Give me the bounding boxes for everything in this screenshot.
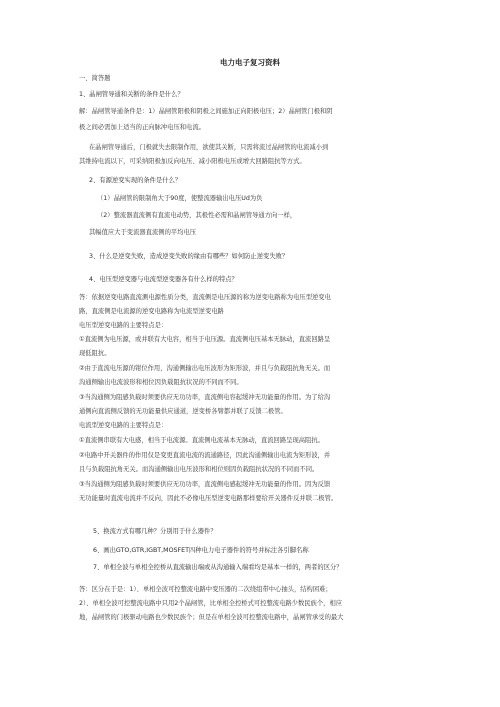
question-3: 3、什么是逆变失败，造成逆变失败的缘由有哪些？如何防止逆变失败？ [89,253,289,260]
answer-1-line-3: 在晶闸管导通后，门极就失去限制作用，欲使其关断，只需将流过晶闸管的电流减小到 [89,144,329,151]
answer-1-line-1: 解：晶闸管导通条件是：1）晶闸管阳极和阴极之间施加正向阳极电压；2）晶闸管门极和阴 [79,108,333,115]
answer-1-line-2: 极之间必需加上适当的正向脉冲电压和电流。 [79,124,205,131]
answer-4-line-15: 无功能量时直流电流并不反向，因此不必像电压型逆变电路那样要给开关器件反并联二极管。 [79,495,338,502]
answer-7-line-3: 地，晶闸管的门极驱动电路也少数民族个；但是在单相全波可控整流电路中，晶闸管承受的最大 [79,614,344,621]
section-heading: 一、简答题 [79,75,111,82]
answer-7-line-1: 答：区分在于是：1）、单相全波可控整流电路中变压器的二次绕组带中心抽头，结构困难； [79,586,332,593]
question-2: 2、有源逆变实现的条件是什么？ [89,177,182,184]
answer-4-line-2: 路，直流侧是电流源的逆变电路称为电流型逆变电路 [79,308,224,315]
answer-4-line-7: 沟通侧输出电流波形和相位因负载阻抗状况的不同而不同。 [79,379,243,386]
answer-4-line-13: 且与负载阻抗角无关。而沟通侧输出电压波形和相位则因负载阻抗状况的不同而不同。 [79,466,319,473]
answer-4-line-10: 电流型逆变电路的主要特点是： [79,422,168,429]
answer-2-line-3: 其幅值应大于变流器直流侧的平均电压 [89,229,197,236]
answer-2-line-1: （1）晶闸管的限制角大于90度，使整流器输出电压Ud为负 [97,195,263,202]
question-7: 7、单相全波与单相全控桥从直流输出端或从沟通输入端看均是基本一样的，两者的区分？ [93,564,343,571]
answer-4-line-3: 电压型逆变电路的主要特点是： [79,322,168,329]
answer-4-line-12: ②电路中开关器件的作用仅是变更直流电流的流通路径，因此沟通侧输出电流为矩形波，并 [79,452,331,459]
answer-4-line-5: 现低阻抗。 [79,350,111,357]
answer-2-line-2: （2）整流器直流侧有直流电动势，其极性必需和晶闸管导通方向一样， [97,212,297,219]
question-5: 5、换流方式有哪几种？分别用于什么器件？ [93,528,217,535]
question-1: 1、晶闸管导通和关断的条件是什么？ [79,91,184,98]
answer-4-line-6: ②由于直流电压源的钳位作用，沟通侧输出电压波形为矩形波，并且与负载阻抗角无关。而 [79,365,331,372]
answer-4-line-14: ③当沟通侧为阻感负载时须要供应无功功率，直流侧电感起缓冲无功能量的作用。因为反馈 [79,481,331,488]
answer-4-line-9: 通侧向直流侧反馈的无功能量供应通道，逆变桥各臂都并联了反馈二极管。 [79,408,287,415]
answer-7-line-2: 2）、单相全波可控整流电路中只用2个晶闸管，比单相全控桥式可控整流电路少数民族个，相应 [79,600,343,607]
answer-4-line-4: ①直流侧为电压源，或并联有大电容，相当于电压源。直流侧电压基本无脉动，直流回路呈 [79,336,331,343]
answer-1-line-4: 其维持电流以下，可采纳阳极加反向电压、减小阳极电压或增大回路阻抗等方式。 [79,158,306,165]
question-4: 4、电压型逆变器与电流型逆变器各有什么样的特点？ [89,276,238,283]
answer-4-line-8: ③当沟通侧为阻感负载时须要供应无功功率，直流侧电容起缓冲无功能量的作用。为了给沟 [79,394,331,401]
answer-4-line-1: 答：依据逆变电路直流测电源性质分类，直流侧是电压源的称为逆变电路称为电压型逆变电 [79,294,331,301]
question-6: 6、画出GTO,GTR,IGBT,MOSFET四种电力电子器件的符号并标注各引脚名称 [93,547,309,554]
document-title: 电力电子复习资料 [220,58,280,67]
answer-4-line-11: ①直流侧串联有大电感，相当于电流源。直流侧电流基本无脉动，直流回路呈现高阻抗。 [79,437,324,444]
